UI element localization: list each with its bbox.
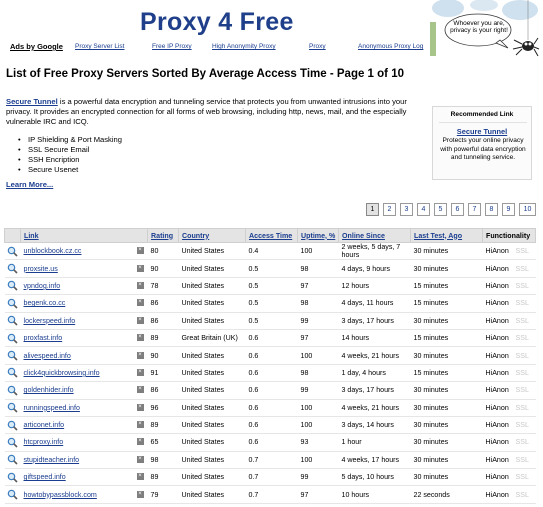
uptime-cell: 98: [298, 260, 339, 277]
table-row: [5, 451, 536, 468]
intro-paragraph: [6, 97, 410, 127]
page-7-button[interactable]: 7: [468, 203, 481, 216]
close-icon[interactable]: ×: [138, 368, 142, 375]
proxy-link-cell[interactable]: [21, 451, 148, 468]
access-time-cell: 0.7: [246, 486, 298, 503]
rating-cell: 86: [148, 295, 179, 312]
zoom-icon[interactable]: [5, 399, 21, 416]
country-cell: United States: [179, 295, 246, 312]
functionality-value: HiAnon: [485, 264, 509, 273]
functionality-cell: [483, 329, 536, 346]
functionality-cell: [483, 416, 536, 433]
access-time-cell: 0.6: [246, 329, 298, 346]
close-icon[interactable]: ×: [138, 403, 142, 410]
functionality-cell: [483, 295, 536, 312]
uptime-cell: 97: [298, 329, 339, 346]
header-functionality: Functionality: [483, 229, 536, 243]
rating-cell: 86: [148, 382, 179, 399]
page-10-button[interactable]: 10: [519, 203, 536, 216]
header-country[interactable]: Country: [179, 229, 246, 243]
close-icon[interactable]: ×: [138, 351, 142, 358]
close-icon[interactable]: ×: [138, 455, 142, 462]
online-since-cell: 2 weeks, 5 days, 7 hours: [339, 243, 411, 260]
rating-cell: 79: [148, 486, 179, 503]
ssl-label: SSL: [515, 368, 529, 377]
country-cell: United States: [179, 434, 246, 451]
proxy-link-cell[interactable]: [21, 243, 148, 260]
zoom-icon[interactable]: [5, 329, 21, 346]
proxy-link[interactable]: runningspeed.info: [23, 403, 80, 412]
table-row: [5, 243, 536, 260]
proxy-link-cell[interactable]: [21, 486, 148, 503]
zoom-icon[interactable]: [5, 277, 21, 294]
table-row: [5, 416, 536, 433]
close-icon[interactable]: ×: [138, 247, 142, 254]
online-since-cell: 1 hour: [339, 434, 411, 451]
proxy-link[interactable]: proxsite.us: [23, 264, 58, 273]
functionality-value: HiAnon: [485, 455, 509, 464]
online-since-cell: 4 weeks, 21 hours: [339, 347, 411, 364]
last-test-cell: 15 minutes: [411, 277, 483, 294]
uptime-cell: 100: [298, 451, 339, 468]
access-time-cell: 0.5: [246, 260, 298, 277]
table-row: [5, 295, 536, 312]
functionality-cell: [483, 260, 536, 277]
online-since-cell: 5 days, 10 hours: [339, 469, 411, 486]
recommended-description: Protects your online privacy with powerful data encryption and tunneling service.: [440, 137, 526, 161]
header-uptime[interactable]: Uptime, %: [298, 229, 339, 243]
close-icon[interactable]: ×: [138, 473, 142, 480]
proxy-link-cell[interactable]: [21, 382, 148, 399]
ssl-label: SSL: [515, 490, 529, 499]
ssl-label: SSL: [515, 473, 529, 482]
header-last-test[interactable]: Last Test, Ago: [411, 229, 483, 243]
close-icon[interactable]: ×: [138, 281, 142, 288]
rating-cell: 80: [148, 243, 179, 260]
country-cell: United States: [179, 243, 246, 260]
last-test-cell: 15 minutes: [411, 295, 483, 312]
rating-cell: 98: [148, 451, 179, 468]
functionality-cell: [483, 382, 536, 399]
rating-cell: 86: [148, 312, 179, 329]
table-row: [5, 347, 536, 364]
zoom-icon[interactable]: [5, 382, 21, 399]
access-time-cell: 0.6: [246, 364, 298, 381]
learn-more-link[interactable]: Learn More...: [6, 180, 54, 189]
last-test-cell: 30 minutes: [411, 312, 483, 329]
country-cell: United States: [179, 451, 246, 468]
last-test-cell: 30 minutes: [411, 434, 483, 451]
recommended-secure-tunnel-link[interactable]: Secure Tunnel: [456, 127, 508, 136]
proxy-table: [4, 228, 536, 504]
proxy-link[interactable]: stupidteacher.info: [23, 455, 80, 464]
functionality-value: HiAnon: [485, 368, 509, 377]
functionality-cell: [483, 451, 536, 468]
functionality-cell: [483, 469, 536, 486]
ssl-label: SSL: [515, 403, 529, 412]
proxy-link[interactable]: alivespeed.info: [23, 351, 71, 360]
country-cell: Great Britain (UK): [179, 329, 246, 346]
country-cell: United States: [179, 469, 246, 486]
proxy-link[interactable]: articonet.info: [23, 421, 65, 430]
access-time-cell: 0.7: [246, 451, 298, 468]
functionality-value: HiAnon: [485, 403, 509, 412]
page-3-button[interactable]: 3: [400, 203, 413, 216]
table-row: [5, 329, 536, 346]
online-since-cell: 1 day, 4 hours: [339, 364, 411, 381]
proxy-link-cell[interactable]: [21, 329, 148, 346]
proxy-link-cell[interactable]: [21, 295, 148, 312]
page-1-button[interactable]: 1: [366, 203, 379, 216]
mascot-speech-text: Whoever you are, privacy is your right!: [450, 20, 508, 34]
uptime-cell: 97: [298, 486, 339, 503]
feature-item: • Secure Usenet: [18, 165, 122, 175]
last-test-cell: 15 minutes: [411, 329, 483, 346]
proxy-link[interactable]: vpndog.info: [23, 281, 61, 290]
page-5-button[interactable]: 5: [434, 203, 447, 216]
rating-cell: 65: [148, 434, 179, 451]
secure-tunnel-link[interactable]: Secure Tunnel: [6, 97, 58, 106]
proxy-link[interactable]: begenk.co.cc: [23, 299, 66, 308]
ads-row: [0, 42, 430, 56]
table-row: [5, 486, 536, 503]
proxy-link-cell[interactable]: [21, 399, 148, 416]
zoom-icon[interactable]: [5, 312, 21, 329]
uptime-cell: 93: [298, 434, 339, 451]
functionality-value: HiAnon: [485, 473, 509, 482]
feature-list: [18, 135, 122, 175]
ssl-label: SSL: [515, 455, 529, 464]
access-time-cell: 0.6: [246, 399, 298, 416]
proxy-link[interactable]: click4quickbrowsing.info: [23, 368, 100, 377]
ssl-label: SSL: [515, 316, 529, 325]
proxy-link[interactable]: giftspeed.info: [23, 473, 66, 482]
ad-link-proxy[interactable]: Proxy: [309, 43, 326, 50]
access-time-cell: 0.5: [246, 295, 298, 312]
proxy-link-cell[interactable]: [21, 277, 148, 294]
online-since-cell: 4 weeks, 21 hours: [339, 399, 411, 416]
ad-link-proxy-server-list[interactable]: Proxy Server List: [75, 43, 125, 50]
proxy-link[interactable]: goldenhider.info: [23, 386, 74, 395]
proxy-link[interactable]: howtobypassblock.com: [23, 490, 97, 499]
country-cell: United States: [179, 399, 246, 416]
close-icon[interactable]: ×: [138, 334, 142, 341]
zoom-icon[interactable]: [5, 364, 21, 381]
recommended-title: Recommended Link: [450, 111, 514, 118]
last-test-cell: 30 minutes: [411, 399, 483, 416]
ssl-label: SSL: [515, 247, 529, 256]
last-test-cell: 30 minutes: [411, 469, 483, 486]
access-time-cell: 0.6: [246, 434, 298, 451]
feature-item: • IP Shielding & Port Masking: [18, 135, 122, 145]
uptime-cell: 99: [298, 382, 339, 399]
proxy-link-cell[interactable]: [21, 312, 148, 329]
proxy-link[interactable]: lockerspeed.info: [23, 316, 76, 325]
ssl-label: SSL: [515, 438, 529, 447]
proxy-link-cell[interactable]: [21, 364, 148, 381]
country-cell: United States: [179, 347, 246, 364]
last-test-cell: 30 minutes: [411, 347, 483, 364]
table-row: [5, 312, 536, 329]
ad-link-high-anonymity-proxy[interactable]: High Anonymity Proxy: [212, 43, 276, 50]
ssl-label: SSL: [515, 281, 529, 290]
recommended-divider: [439, 122, 527, 123]
functionality-cell: [483, 243, 536, 260]
uptime-cell: 99: [298, 312, 339, 329]
uptime-cell: 97: [298, 277, 339, 294]
functionality-value: HiAnon: [485, 247, 509, 256]
country-cell: United States: [179, 364, 246, 381]
zoom-icon[interactable]: [5, 469, 21, 486]
online-since-cell: 14 hours: [339, 329, 411, 346]
header-access-time[interactable]: Access Time: [246, 229, 298, 243]
functionality-value: HiAnon: [485, 316, 509, 325]
functionality-value: HiAnon: [485, 438, 509, 447]
online-since-cell: 4 days, 11 hours: [339, 295, 411, 312]
zoom-icon[interactable]: [5, 347, 21, 364]
ad-link-free-ip-proxy[interactable]: Free IP Proxy: [152, 43, 192, 50]
header-link[interactable]: Link: [21, 229, 148, 243]
uptime-cell: 100: [298, 243, 339, 260]
close-icon[interactable]: ×: [138, 438, 142, 445]
rating-cell: 91: [148, 364, 179, 381]
page-8-button[interactable]: 8: [485, 203, 498, 216]
proxy-link[interactable]: unblockbook.cz.cc: [23, 247, 82, 256]
access-time-cell: 0.5: [246, 312, 298, 329]
proxy-link-cell[interactable]: [21, 260, 148, 277]
rating-cell: 90: [148, 347, 179, 364]
close-icon[interactable]: ×: [138, 421, 142, 428]
last-test-cell: 30 minutes: [411, 382, 483, 399]
close-icon[interactable]: ×: [138, 490, 142, 497]
close-icon[interactable]: ×: [138, 299, 142, 306]
functionality-cell: [483, 486, 536, 503]
site-logo[interactable]: Proxy 4 Free: [140, 8, 294, 36]
functionality-value: HiAnon: [485, 351, 509, 360]
rating-cell: 89: [148, 416, 179, 433]
page-title: List of Free Proxy Servers Sorted By Average Access Time - Page 1 of 10: [6, 68, 404, 80]
ssl-label: SSL: [515, 351, 529, 360]
table-row: [5, 382, 536, 399]
table-row: [5, 277, 536, 294]
functionality-cell: [483, 399, 536, 416]
proxy-link-cell[interactable]: [21, 469, 148, 486]
uptime-cell: 100: [298, 347, 339, 364]
page-4-button[interactable]: 4: [417, 203, 430, 216]
proxy-link-cell[interactable]: [21, 434, 148, 451]
functionality-value: HiAnon: [485, 281, 509, 290]
last-test-cell: 30 minutes: [411, 451, 483, 468]
table-row: [5, 434, 536, 451]
rating-cell: 89: [148, 329, 179, 346]
functionality-cell: [483, 364, 536, 381]
intro-text: is a powerful data encryption and tunneling service that protects you from unwanted intrusions into your privacy. It provides an encrypted connection for all forms of web browsing, including http, news, mail, and the especially vulnerable IRC and ICQ.: [6, 97, 407, 126]
recommended-link-box: [432, 106, 532, 180]
proxy-link-cell[interactable]: [21, 347, 148, 364]
close-icon[interactable]: ×: [138, 264, 142, 271]
access-time-cell: 0.4: [246, 243, 298, 260]
online-since-cell: 3 days, 17 hours: [339, 382, 411, 399]
online-since-cell: 12 hours: [339, 277, 411, 294]
uptime-cell: 100: [298, 416, 339, 433]
country-cell: United States: [179, 260, 246, 277]
country-cell: United States: [179, 416, 246, 433]
proxy-table-body: [5, 243, 536, 504]
proxy-link[interactable]: htcproxy.info: [23, 438, 64, 447]
ssl-label: SSL: [515, 421, 529, 430]
zoom-icon[interactable]: [5, 416, 21, 433]
table-row: [5, 260, 536, 277]
functionality-value: HiAnon: [485, 421, 509, 430]
page-9-button[interactable]: 9: [502, 203, 515, 216]
header-rating[interactable]: Rating: [148, 229, 179, 243]
proxy-link[interactable]: proxfast.info: [23, 334, 63, 343]
uptime-cell: 100: [298, 399, 339, 416]
online-since-cell: 3 days, 14 hours: [339, 416, 411, 433]
functionality-value: HiAnon: [485, 490, 509, 499]
online-since-cell: 4 days, 9 hours: [339, 260, 411, 277]
country-cell: United States: [179, 277, 246, 294]
online-since-cell: 3 days, 17 hours: [339, 312, 411, 329]
last-test-cell: 15 minutes: [411, 364, 483, 381]
feature-item: • SSH Encription: [18, 155, 122, 165]
last-test-cell: 30 minutes: [411, 243, 483, 260]
country-cell: United States: [179, 312, 246, 329]
online-since-cell: 10 hours: [339, 486, 411, 503]
table-row: [5, 399, 536, 416]
header-icon-column: [5, 229, 21, 243]
functionality-value: HiAnon: [485, 299, 509, 308]
ads-by-google-link[interactable]: Ads by Google: [10, 42, 63, 51]
zoom-icon[interactable]: [5, 486, 21, 503]
header-online-since[interactable]: Online Since: [339, 229, 411, 243]
last-test-cell: 30 minutes: [411, 260, 483, 277]
last-test-cell: 30 minutes: [411, 416, 483, 433]
table-row: [5, 364, 536, 381]
close-icon[interactable]: ×: [138, 316, 142, 323]
proxy-link-cell[interactable]: [21, 416, 148, 433]
rating-cell: 89: [148, 469, 179, 486]
zoom-icon[interactable]: [5, 295, 21, 312]
ssl-label: SSL: [515, 264, 529, 273]
ssl-label: SSL: [515, 299, 529, 308]
access-time-cell: 0.6: [246, 416, 298, 433]
zoom-icon[interactable]: [5, 260, 21, 277]
rating-cell: 78: [148, 277, 179, 294]
last-test-cell: 22 seconds: [411, 486, 483, 503]
table-row: [5, 469, 536, 486]
functionality-cell: [483, 347, 536, 364]
functionality-cell: [483, 312, 536, 329]
rating-cell: 90: [148, 260, 179, 277]
country-cell: United States: [179, 486, 246, 503]
close-icon[interactable]: ×: [138, 386, 142, 393]
online-since-cell: 4 weeks, 17 hours: [339, 451, 411, 468]
table-header-row: [5, 229, 536, 243]
zoom-icon[interactable]: [5, 434, 21, 451]
uptime-cell: 98: [298, 295, 339, 312]
uptime-cell: 99: [298, 469, 339, 486]
functionality-cell: [483, 434, 536, 451]
functionality-cell: [483, 277, 536, 294]
zoom-icon[interactable]: [5, 451, 21, 468]
access-time-cell: 0.6: [246, 347, 298, 364]
access-time-cell: 0.5: [246, 277, 298, 294]
page-6-button[interactable]: 6: [451, 203, 464, 216]
uptime-cell: 98: [298, 364, 339, 381]
site-header: [0, 0, 543, 58]
functionality-value: HiAnon: [485, 334, 509, 343]
ssl-label: SSL: [515, 334, 529, 343]
country-cell: United States: [179, 382, 246, 399]
zoom-icon[interactable]: [5, 243, 21, 260]
ssl-label: SSL: [515, 386, 529, 395]
access-time-cell: 0.6: [246, 382, 298, 399]
rating-cell: 96: [148, 399, 179, 416]
access-time-cell: 0.7: [246, 469, 298, 486]
ad-link-anonymous-proxy-log[interactable]: Anonymous Proxy Log: [358, 43, 424, 50]
page-2-button[interactable]: 2: [383, 203, 396, 216]
feature-item: • SSL Secure Email: [18, 145, 122, 155]
functionality-value: HiAnon: [485, 386, 509, 395]
